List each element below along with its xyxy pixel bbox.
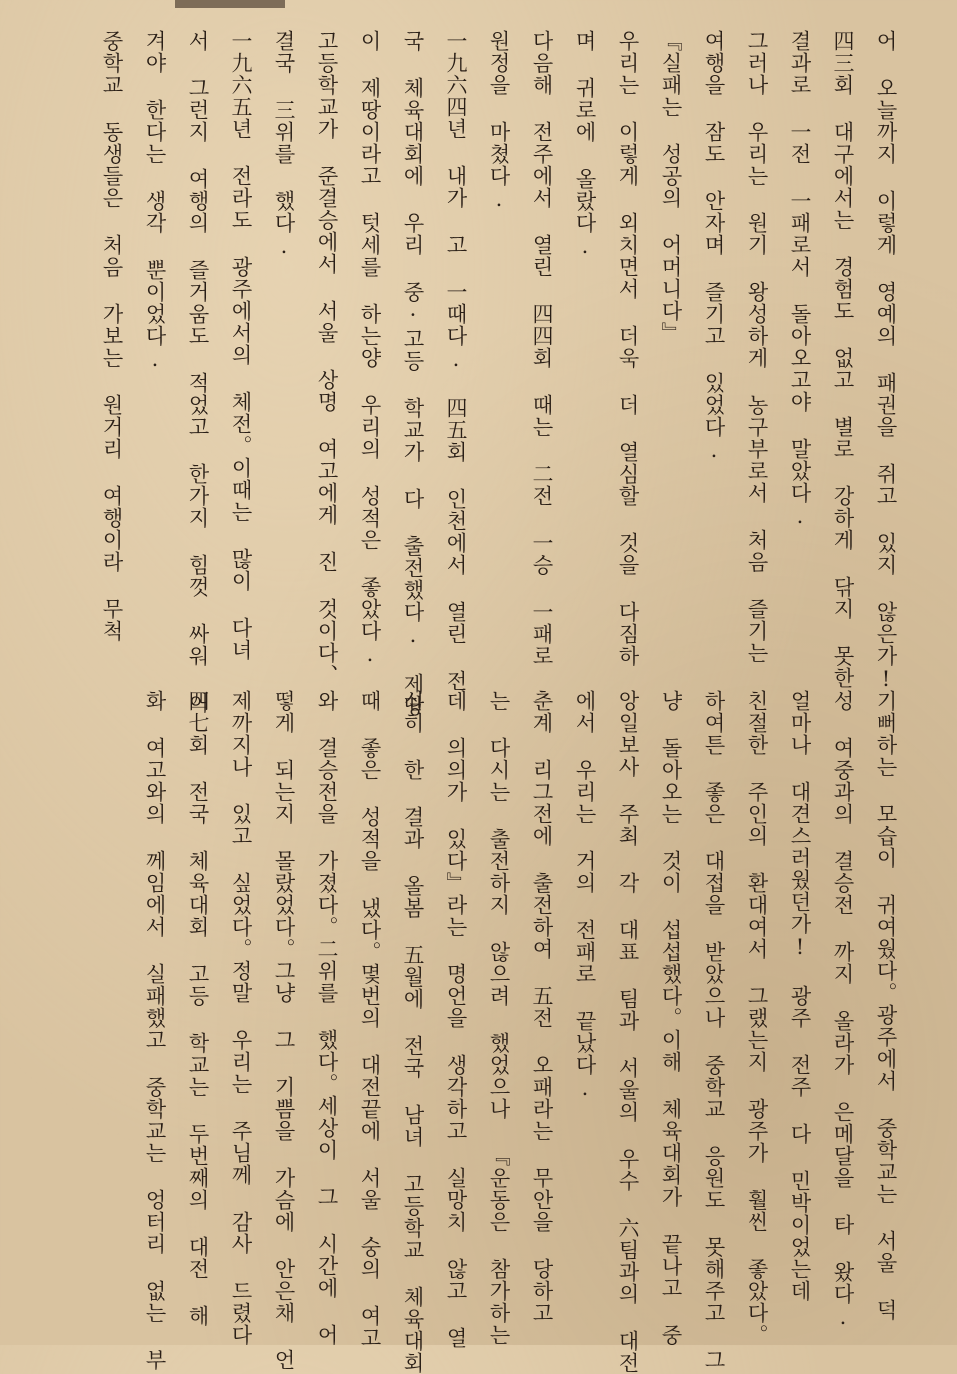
text-column: 에서 우리는 거의 전패로 끝났다. xyxy=(573,690,597,1101)
text-column: 중학교 동생들은 처음 가보는 원거리 여행이라 무척 xyxy=(100,30,124,642)
text-column: 국 체육대회에 우리 중·고등 학교가 다 출전했다. 제땅 xyxy=(401,30,425,717)
top-text-block xyxy=(90,30,907,717)
text-column: 다음해 전주에서 열린 四四회 때는 二전 一승 一패로 xyxy=(530,30,554,667)
text-column: 하여튼 좋은 대접을 받았으나 중학교 응원도 못해주고 그 xyxy=(702,690,726,1371)
text-column: 겨야 한다는 생각 뿐이었다. xyxy=(143,30,167,372)
text-column: 며 귀로에 올랐다. xyxy=(573,30,597,259)
text-column: 一九六四년 내가 고 一때다. 四五회 인천에서 열린 전 xyxy=(444,30,468,692)
text-column: 앙일보사 주최 각 대표 팀과 서울의 우수 六팀과의 대전 xyxy=(616,690,640,1374)
text-column: 이 제땅이라고 텃세를 하는양 우리의 성적은 좋았다. xyxy=(358,30,382,667)
text-column: 결국 三위를 했다. xyxy=(272,30,296,259)
text-column: 때 좋은 성적을 냈다。몇번의 대전끝에 서울 숭의 여고 xyxy=(358,690,382,1349)
text-column: 냥 돌아오는 것이 섭섭했다。이해 체육대회가 끝나고 중 xyxy=(659,690,683,1346)
text-column: 『실패는 성공의 어머니다』 xyxy=(659,30,683,344)
text-column: 얼마나 대견스러웠던가! 광주 전주 다 민박이었는데 xyxy=(788,690,812,1302)
text-column: 여행을 잠도 안자며 즐기고 있었다. xyxy=(702,30,726,463)
text-column: 서 그런지 여행의 즐거움도 적었고 한가지 힘껏 싸워 이 xyxy=(186,30,210,714)
text-column: 친절한 주인의 환대여서 그랬는지 광주가 훨씬 좋았다。 xyxy=(745,690,769,1346)
text-column: 四七회 전국 체육대회 고등 학교는 두번째의 대전 해 xyxy=(186,690,210,1327)
text-column: 원정을 마쳤다. xyxy=(487,30,511,212)
text-column: 데 의의가 있다』라는 명언을 생각하고 실망치 않고 열 xyxy=(444,690,468,1349)
text-column: 우리는 이렇게 외치면서 더욱 더 열심할 것을 다짐하 xyxy=(616,30,640,667)
text-column: 성 여중과의 결승전 까지 올라가 은메달을 타 왔다. xyxy=(831,690,855,1330)
text-column: 화 여고와의 께임에서 실패했고 중학교는 엉터리 없는 부 xyxy=(143,690,167,1371)
text-column: 기뻐하는 모습이 귀여웠다。광주에서 중학교는 서울 덕 xyxy=(874,690,898,1321)
text-column: 떻게 되는지 몰랐었다。그냥 그 기쁨을 가슴에 안은채 언 xyxy=(272,690,296,1371)
text-column: 춘계 리그전에 출전하여 五전 오패라는 무안을 당하고 xyxy=(530,690,554,1324)
text-column: 어 오늘까지 이렇게 영예의 패권을 쥐고 있지 않은가! xyxy=(874,30,898,692)
text-column: 는 다시는 출전하지 않으려 했었으나 『운동은 참가하는 xyxy=(487,690,511,1346)
text-column: 一九六五년 전라도 광주에서의 체전。이때는 많이 다녀 xyxy=(229,30,253,661)
header-fragment xyxy=(175,0,285,8)
text-column: 결과로 一전 一패로서 돌아오고야 말았다. xyxy=(788,30,812,529)
bottom-text-block xyxy=(133,690,907,1374)
text-column: 고등학교가 준결승에서 서울 상명 여고에게 진 것이다、 xyxy=(315,30,339,686)
text-column: 심히 한 결과 올봄 五월에 전국 남녀 고등학교 체육대회 xyxy=(401,690,425,1374)
text-column: 와 결승전을 가졌다。二위를 했다。세상이 그 시간에 어 xyxy=(315,690,339,1346)
text-column: 그러나 우리는 원기 왕성하게 농구부로서 처음 즐기는 xyxy=(745,30,769,664)
text-column: 제까지나 있고 싶었다。정말 우리는 주님께 감사 드렸다 xyxy=(229,690,253,1346)
text-column: 四三회 대구에서는 경험도 없고 별로 강하게 닦지 못한 xyxy=(831,30,855,689)
